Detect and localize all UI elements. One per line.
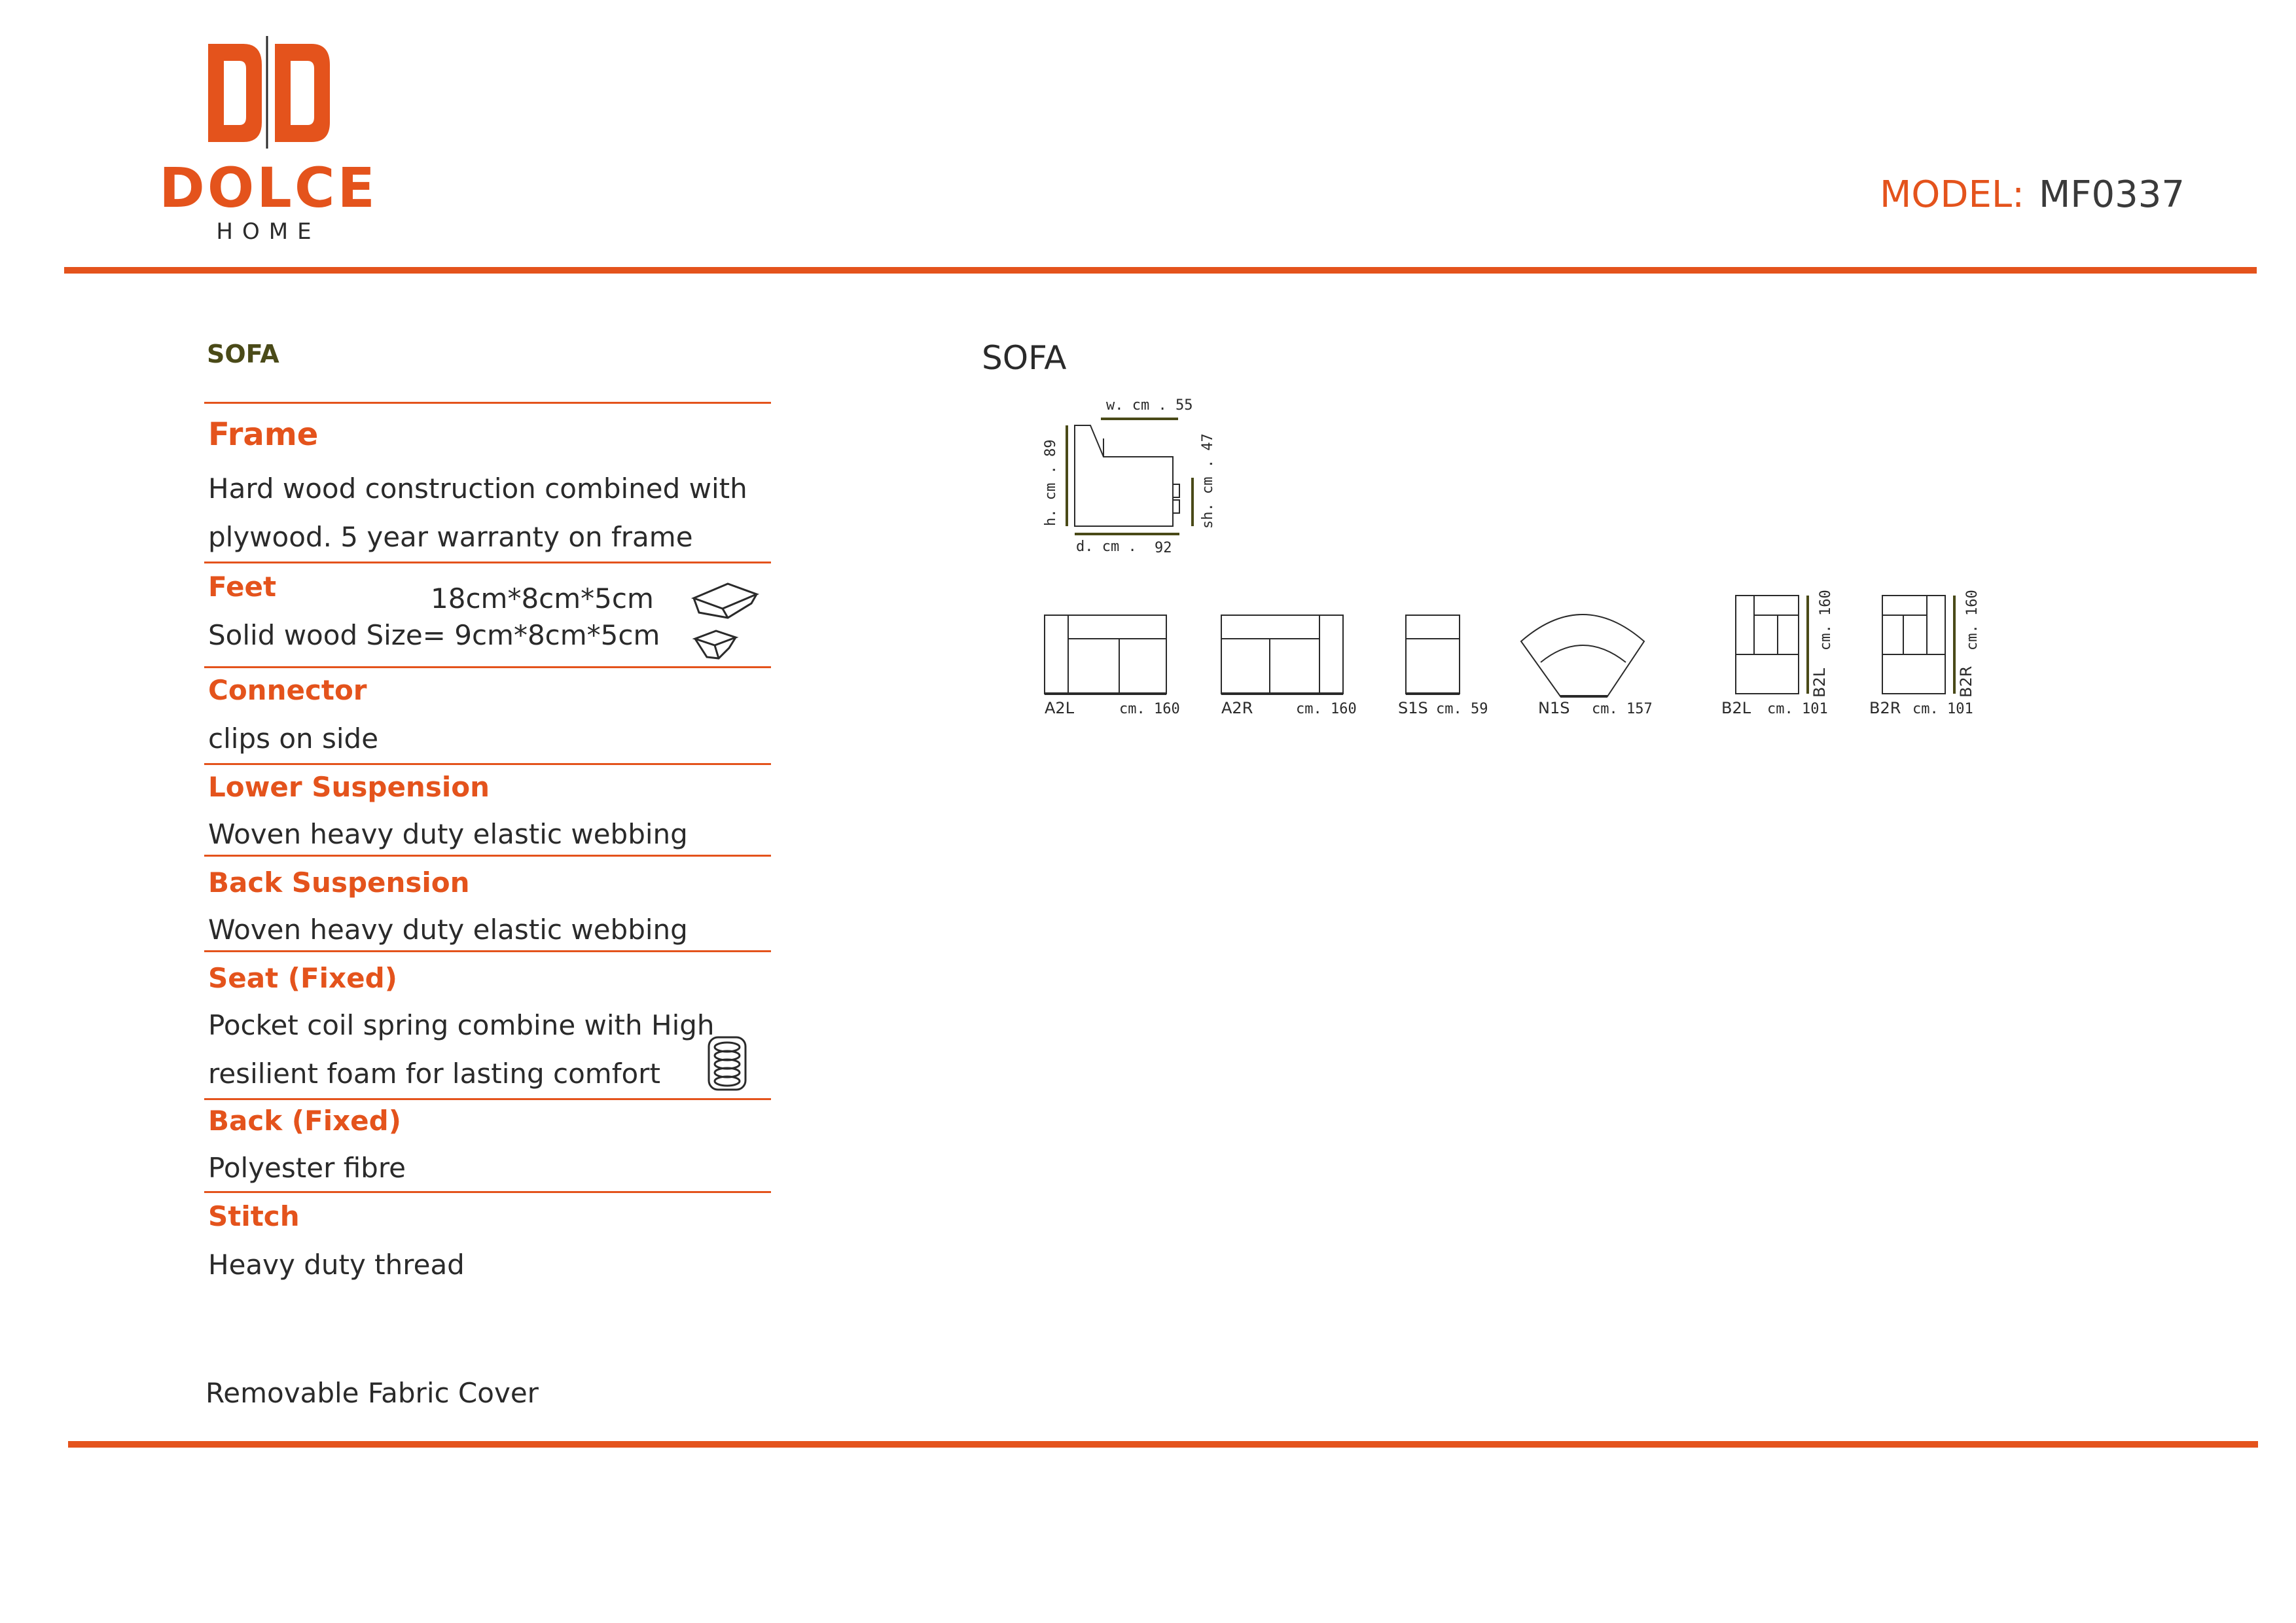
stitch-text: Heavy duty thread — [208, 1249, 465, 1281]
feet-size-large: 18cm*8cm*5cm — [431, 582, 654, 615]
module-b2l-drawing — [1736, 596, 1808, 694]
brand-subtitle: HOME — [216, 219, 321, 245]
spec-divider — [204, 1191, 771, 1193]
module-b2l-size: cm. 101 — [1767, 701, 1828, 717]
brand-name: DOLCE — [159, 156, 378, 220]
feet-heading: Feet — [208, 571, 277, 603]
back-fixed-text: Polyester fibre — [208, 1152, 406, 1184]
spec-divider — [204, 1098, 771, 1100]
dd-monogram-icon — [151, 36, 386, 154]
seat-height-dimension: sh. cm . 47 — [1200, 433, 1216, 529]
wooden-foot-icon — [689, 576, 767, 668]
frame-text-line-2: plywood. 5 year warranty on frame — [208, 521, 693, 553]
drawing-title: SOFA — [982, 339, 1067, 377]
seat-heading: Seat (Fixed) — [208, 962, 397, 994]
module-b2l-code: B2L — [1721, 699, 1751, 717]
brand-logo — [151, 36, 386, 252]
spec-divider — [204, 763, 771, 765]
lower-suspension-heading: Lower Suspension — [208, 771, 490, 803]
spec-divider — [204, 402, 771, 404]
connector-heading: Connector — [208, 674, 367, 706]
seat-text-line-2: resilient foam for lasting comfort — [208, 1058, 660, 1090]
coil-spring-icon — [707, 1035, 747, 1092]
height-dimension: h. cm . 89 — [1043, 439, 1059, 526]
module-a2l-size: cm. 160 — [1119, 701, 1180, 717]
module-a2r-code: A2R — [1221, 699, 1253, 717]
module-b2r-code: B2R — [1869, 699, 1901, 717]
module-b2r-side-code: B2R — [1957, 666, 1975, 698]
seat-text-line-1: Pocket coil spring combine with High — [208, 1009, 715, 1041]
frame-heading: Frame — [208, 416, 319, 453]
module-b2r-size: cm. 101 — [1912, 701, 1973, 717]
module-b2l-side-code: B2L — [1810, 668, 1829, 698]
model-value: MF0337 — [2038, 173, 2185, 216]
footer-note: Removable Fabric Cover — [206, 1377, 539, 1409]
module-a2r-drawing — [1221, 615, 1343, 694]
spec-divider — [204, 562, 771, 563]
stitch-heading: Stitch — [208, 1200, 300, 1232]
spec-divider — [204, 666, 771, 668]
model-label: MODEL: — [1879, 173, 2024, 216]
footer-divider — [68, 1441, 2258, 1448]
width-dimension: w. cm . 55 — [1106, 397, 1193, 414]
side-view-drawing — [1075, 425, 1179, 526]
module-a2l-code: A2L — [1045, 699, 1075, 717]
module-n1s-drawing — [1521, 615, 1644, 696]
feet-size-line: Solid wood Size= 9cm*8cm*5cm — [208, 619, 660, 651]
module-b2r-depth: cm. 160 — [1964, 590, 1981, 651]
module-s1s-drawing — [1406, 615, 1460, 694]
module-n1s-code: N1S — [1538, 699, 1570, 717]
back-fixed-heading: Back (Fixed) — [208, 1105, 401, 1137]
depth-dimension-label: d. cm . — [1076, 539, 1137, 555]
back-suspension-text: Woven heavy duty elastic webbing — [208, 914, 688, 946]
model-number — [1879, 173, 2185, 216]
back-suspension-heading: Back Suspension — [208, 866, 470, 899]
spec-divider — [204, 855, 771, 857]
module-n1s-size: cm. 157 — [1592, 701, 1653, 717]
spec-section-title: SOFA — [207, 340, 279, 368]
depth-dimension-value: 92 — [1155, 540, 1172, 556]
module-s1s-size: cm. 59 — [1436, 701, 1488, 717]
module-a2r-size: cm. 160 — [1296, 701, 1357, 717]
module-b2r-drawing — [1882, 596, 1954, 694]
module-drawings — [982, 380, 2029, 746]
lower-suspension-text: Woven heavy duty elastic webbing — [208, 818, 688, 850]
module-b2l-depth: cm. 160 — [1818, 590, 1834, 651]
module-s1s-code: S1S — [1398, 699, 1428, 717]
frame-text-line-1: Hard wood construction combined with — [208, 473, 747, 505]
module-a2l-drawing — [1045, 615, 1166, 694]
header-divider — [64, 267, 2257, 274]
spec-divider — [204, 950, 771, 952]
connector-text: clips on side — [208, 722, 379, 755]
